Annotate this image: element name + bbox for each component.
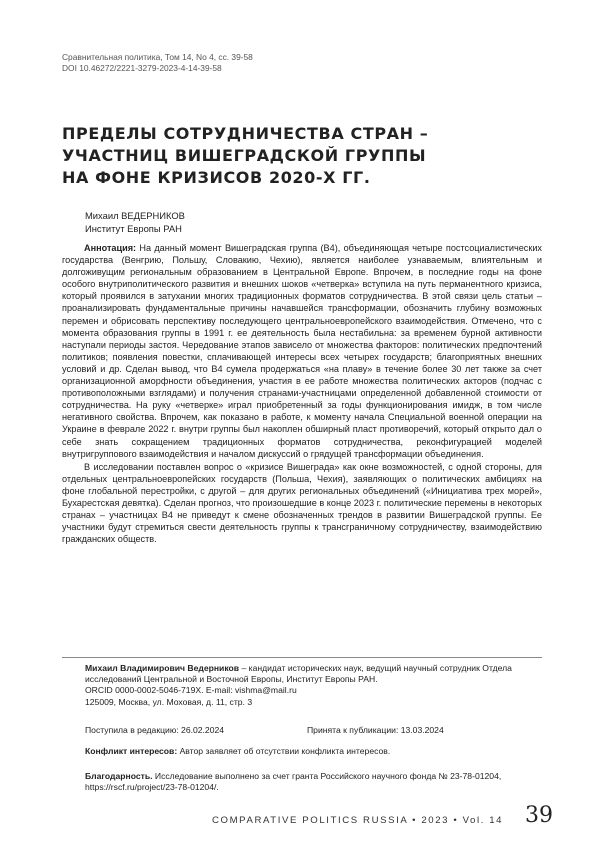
title-line-3: НА ФОНЕ КРИЗИСОВ 2020-Х ГГ. — [62, 168, 371, 187]
conflict-text: Автор заявляет об отсутствии конфликта интересов. — [177, 746, 391, 756]
journal-citation: Сравнительная политика, Том 14, No 4, сс. 39-58 — [62, 52, 253, 62]
author-block — [85, 209, 185, 235]
abstract-paragraph-1 — [62, 242, 542, 460]
received-date: Поступила в редакцию: 26.02.2024 — [85, 725, 225, 735]
abstract-paragraph-2: В исследовании поставлен вопрос о «кризисе Вишеграда» как окне возможностей, с одной стороны, для отдельных центральноевропейских государств (Польша, Чехия), заявляющих о политических амбициях на фоне глобальной перестройки, с другой – для других региональных объединений («Инициатива трех морей», Бухарестская девятка). Сделан прогноз, что произошедшие в конце 2023 г. политические перемены в некоторых странах – участницах В4 не приведут к смене обозначенных трендов в развитии Вишеградской группы. Ее участники будут стремиться свести деятельность группы к трансграничному сотрудничеству, взаимодействию гражданских обществ. — [62, 461, 542, 545]
acknowledgement — [85, 771, 545, 793]
author-description: – кандидат исторических наук, ведущий научный сотрудник Отдела исследований Центральной и Восточной Европы, Институт Европы РАН. — [85, 663, 512, 685]
acknowledgement-text: Исследование выполнено за счет гранта Российского научного фонда № 23-78-01204, https://rscf.ru/project/23-78-01204/. — [85, 771, 502, 793]
article-metadata — [62, 52, 253, 74]
running-footer: COMPARATIVE POLITICS RUSSIA • 2023 • Vol. 14 — [212, 815, 504, 826]
author-info — [85, 663, 545, 708]
accepted-date: Принята к публикации: 13.03.2024 — [307, 725, 444, 735]
author-info-text — [85, 663, 545, 685]
abstract-text-1: На данный момент Вишеградская группа (В4), объединяющая четыре постсоциалистических государства (Венгрию, Польшу, Словакию, Чехию), является наиболее узнаваемым, влиятельным и долгоживущим региональным образованием в Центральной Европе. Впрочем, в последние годы на фоне особого внутриполитического развития и внешних шоков «четверка» вступила на путь перманентного кризиса, который проявился в затухании многих традиционных форматов сотрудничества. В этой связи цель статьи – проанализировать фундаментальные причины начавшейся трансформации, обозначить глубину возможных перемен и обрисовать перспективу последующего центральноевропейского взаимодействия. Отмечено, что с момента образования группы в 1991 г. ее деятельность была нестабильна: за временем бурной активности наступали периоды застоя. Чередование этапов зависело от множества факторов: политических предпочтений политиков; появления повестки, сплачивающей интересы всех четырех государств; благоприятных внешних условий и др. Сделан вывод, что В4 сумела продержаться «на плаву» в течение более 30 лет также за счет организационной аморфности объединения, участия в ее работе множества политических акторов (подчас с противоположными взглядами) и получения странами-участницами определенной добавленной стоимости от сотрудничества. На руку «четверке» играл приобретенный за годы функционирования имидж, в том числе негативного свойства. Впрочем, как показано в работе, к моменту начала Специальной военной операции на Украине в феврале 2022 г. внутри группы был накоплен обширный пласт противоречий, который открыто дал о себе знать сокращением традиционных форматов сотрудничества, реконфигурацией моделей внутригруппового взаимодействия и началом дискуссий о грядущей трансформации объединения. — [62, 243, 542, 459]
conflict-label: Конфликт интересов: — [85, 746, 178, 756]
author-address: 125009, Москва, ул. Моховая, д. 11, стр. 3 — [85, 696, 253, 707]
conflict-of-interest — [85, 746, 545, 757]
doi-line: DOI 10.46272/2221-3279-2023-4-14-39-58 — [62, 63, 222, 73]
article-title — [62, 123, 542, 189]
abstract — [62, 242, 542, 545]
title-line-1: ПРЕДЕЛЫ СОТРУДНИЧЕСТВА СТРАН – — [62, 124, 429, 143]
abstract-label: Аннотация: — [84, 243, 137, 253]
title-line-2: УЧАСТНИЦ ВИШЕГРАДСКОЙ ГРУППЫ — [62, 146, 427, 165]
section-divider — [62, 657, 542, 658]
page-number: 39 — [525, 803, 553, 828]
author-orcid-email: ORCID 0000-0002-5046-719X. E-mail: vishma@mail.ru — [85, 685, 297, 696]
acknowledgement-label: Благодарность. — [85, 771, 153, 781]
author-name: Михаил ВЕДЕРНИКОВ — [85, 210, 185, 221]
author-affiliation: Институт Европы РАН — [85, 223, 182, 234]
author-full-name: Михаил Владимирович Ведерников — [85, 663, 240, 673]
